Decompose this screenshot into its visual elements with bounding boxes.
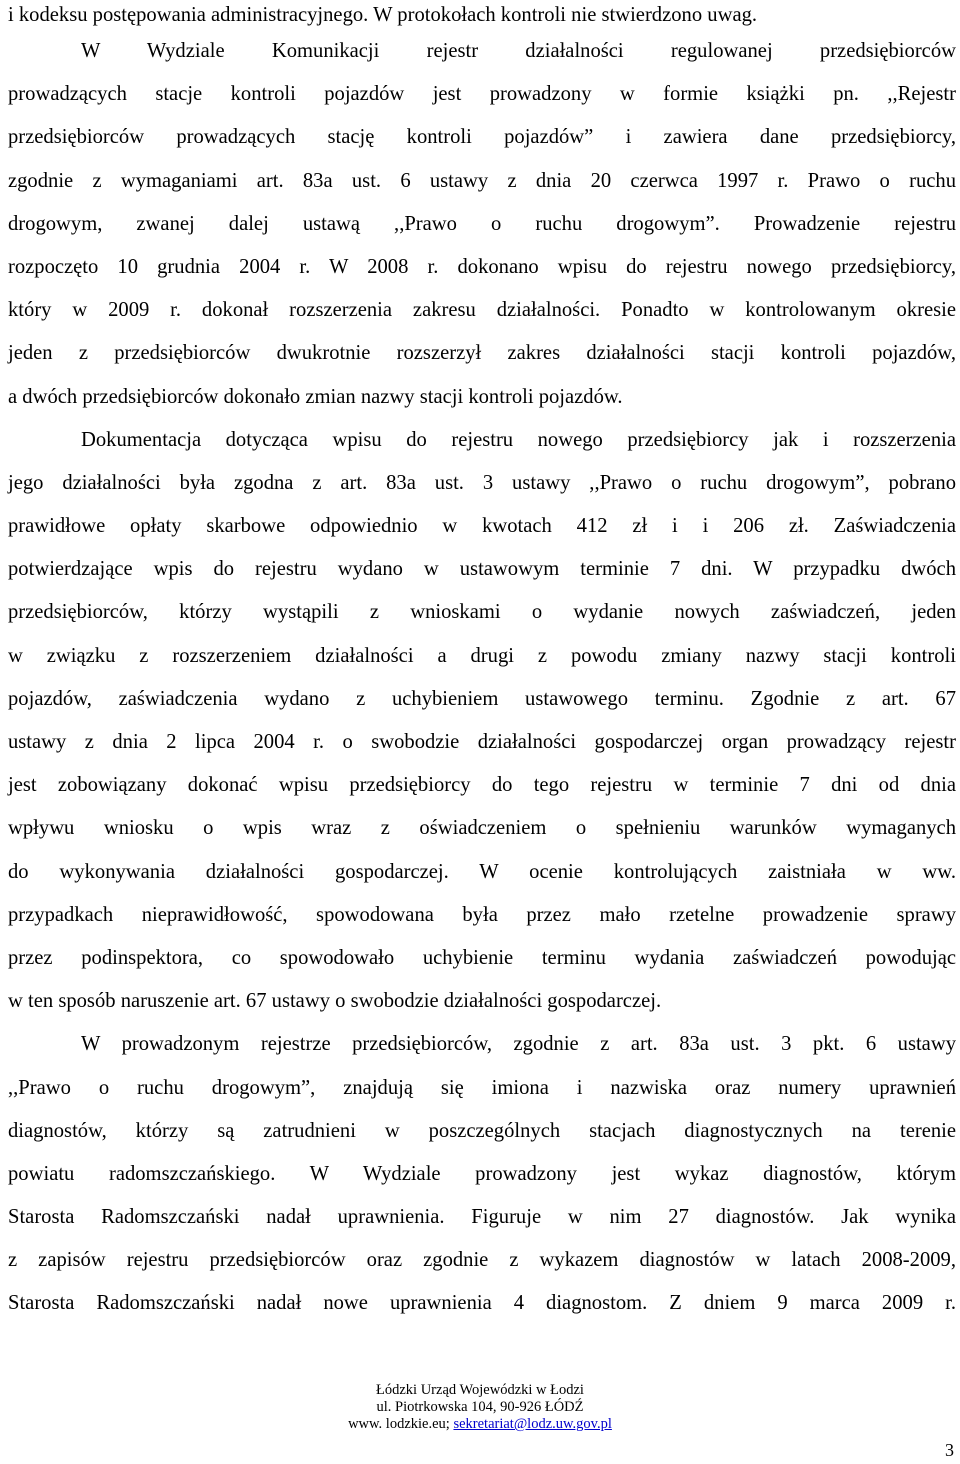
text-line: i kodeksu postępowania administracyjnego. W protokołach kontroli nie stwierdzono uwag. bbox=[8, 4, 758, 26]
text-line: przez podinspektora, co spowodowało uchybienie terminu wydania zaświadczeń powodując bbox=[8, 946, 956, 969]
text-line: przypadkach nieprawidłowość, spowodowana była przez mało rzetelne prowadzenie sprawy bbox=[8, 903, 956, 926]
page-number: 3 bbox=[945, 1440, 954, 1460]
text-line: W prowadzonym rejestrze przedsiębiorców, zgodnie z art. 83a ust. 3 pkt. 6 ustawy bbox=[81, 1033, 956, 1056]
text-line: jego działalności była zgodna z art. 83a ust. 3 ustawy ,,Prawo o ruchu drogowym”, pobrano bbox=[8, 471, 956, 494]
footer-email-link[interactable]: sekretariat@lodz.uw.gov.pl bbox=[453, 1416, 612, 1432]
text-line: prawidłowe opłaty skarbowe odpowiednio w kwotach 412 zł i i 206 zł. Zaświadczenia bbox=[8, 515, 956, 538]
footer-org: Łódzki Urząd Wojewódzki w Łodzi bbox=[376, 1382, 584, 1398]
page-footer bbox=[0, 1382, 960, 1433]
text-line: pojazdów, zaświadczenia wydano z uchybieniem ustawowego terminu. Zgodnie z art. 67 bbox=[8, 687, 956, 710]
text-line: ustawy z dnia 2 lipca 2004 r. o swobodzie działalności gospodarczej organ prowadzący rejestr bbox=[8, 731, 956, 753]
text-line: Starosta Radomszczański nadał uprawnienia. Figuruje w nim 27 diagnostów. Jak wynika bbox=[8, 1206, 956, 1229]
text-line: jest zobowiązany dokonać wpisu przedsiębiorcy do tego rejestru w terminie 7 dni od dnia bbox=[8, 774, 956, 797]
text-line: który w 2009 r. dokonał rozszerzenia zakresu działalności. Ponadto w kontrolowanym okresie bbox=[8, 299, 956, 322]
text-line: Dokumentacja dotycząca wpisu do rejestru nowego przedsiębiorcy jak i rozszerzenia bbox=[81, 428, 956, 451]
text-line: w związku z rozszerzeniem działalności a drugi z powodu zmiany nazwy stacji kontroli bbox=[8, 644, 956, 667]
text-line: potwierdzające wpis do rejestru wydano w ustawowym terminie 7 dni. W przypadku dwóch bbox=[8, 558, 956, 581]
text-line: do wykonywania działalności gospodarczej. W ocenie kontrolujących zaistniała w ww. bbox=[8, 860, 956, 883]
footer-address: ul. Piotrkowska 104, 90-926 ŁÓDŹ bbox=[376, 1399, 584, 1415]
text-line: prowadzących stacje kontroli pojazdów jest prowadzony w formie książki pn. ,,Rejestr bbox=[8, 83, 956, 106]
text-line: drogowym, zwanej dalej ustawą ,,Prawo o ruchu drogowym”. Prowadzenie rejestru bbox=[8, 212, 956, 235]
text-line: ,,Prawo o ruchu drogowym”, znajdują się imiona i nazwiska oraz numery uprawnień bbox=[8, 1076, 956, 1099]
text-line: diagnostów, którzy są zatrudnieni w poszczególnych stacjach diagnostycznych na terenie bbox=[8, 1119, 956, 1142]
text-line: W Wydziale Komunikacji rejestr działalności regulowanej przedsiębiorców bbox=[81, 40, 956, 62]
text-line: z zapisów rejestru przedsiębiorców oraz zgodnie z wykazem diagnostów w latach 2008-2009, bbox=[8, 1249, 956, 1272]
text-line: powiatu radomszczańskiego. W Wydziale prowadzony jest wykaz diagnostów, którym bbox=[8, 1162, 956, 1185]
text-line: zgodnie z wymaganiami art. 83a ust. 6 ustawy z dnia 20 czerwca 1997 r. Prawo o ruchu bbox=[8, 169, 956, 192]
text-line: wpływu wniosku o wpis wraz z oświadczeniem o spełnieniu warunków wymaganych bbox=[8, 817, 956, 840]
text-line: w ten sposób naruszenie art. 67 ustawy o swobodzie działalności gospodarczej. bbox=[8, 990, 662, 1013]
text-line: rozpoczęto 10 grudnia 2004 r. W 2008 r. dokonano wpisu do rejestru nowego przedsiębiorcy, bbox=[8, 255, 956, 278]
text-line: jeden z przedsiębiorców dwukrotnie rozszerzył zakres działalności stacji kontroli pojazdów, bbox=[8, 342, 956, 365]
text-line: Starosta Radomszczański nadał nowe uprawnienia 4 diagnostom. Z dniem 9 marca 2009 r. bbox=[8, 1292, 956, 1315]
text-line: a dwóch przedsiębiorców dokonało zmian nazwy stacji kontroli pojazdów. bbox=[8, 385, 623, 408]
document-body bbox=[8, 0, 956, 1332]
text-line: przedsiębiorców prowadzących stację kontroli pojazdów” i zawiera dane przedsiębiorcy, bbox=[8, 126, 956, 149]
text-line: przedsiębiorców, którzy wystąpili z wnioskami o wydanie nowych zaświadczeń, jeden bbox=[8, 601, 956, 624]
footer-web[interactable]: www. lodzkie.eu; bbox=[348, 1416, 450, 1432]
footer-contact bbox=[0, 1416, 960, 1433]
